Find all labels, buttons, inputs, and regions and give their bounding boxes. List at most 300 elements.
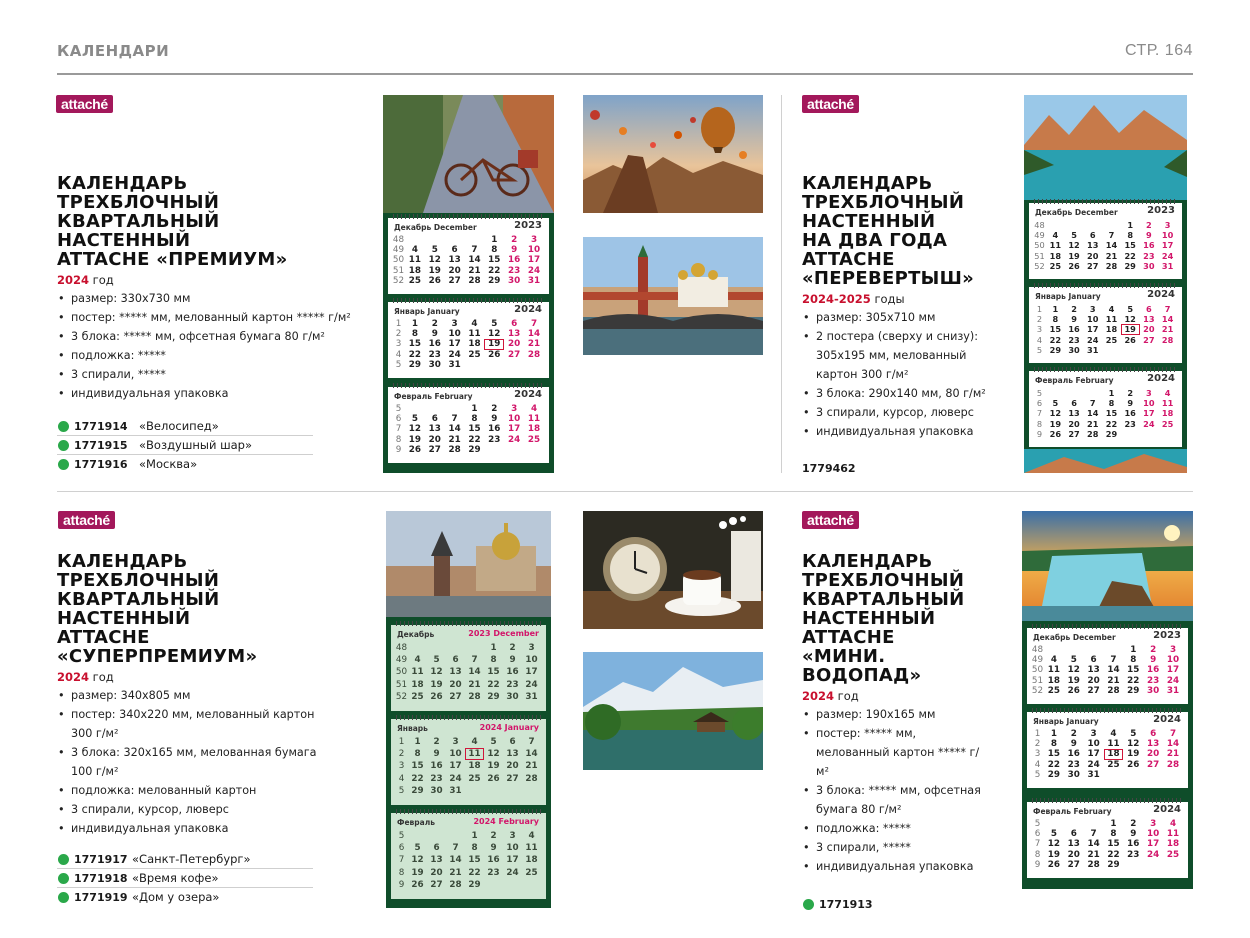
day-cell: [1083, 220, 1102, 230]
day-cell: 4: [471, 319, 478, 329]
day-cell: 21: [1161, 324, 1174, 335]
day-cell: [405, 404, 425, 414]
day-cell: 3: [528, 643, 535, 653]
day-cell: 20: [1143, 324, 1155, 335]
day-cell: 19: [487, 761, 500, 772]
day-cell: 18: [1166, 839, 1180, 850]
week-number: 7: [395, 424, 402, 435]
day-cell: 26: [1127, 759, 1140, 770]
week-number: 52: [1034, 260, 1045, 271]
day-cell: [503, 785, 522, 797]
day-cell: 10: [1147, 829, 1160, 840]
day-cell: 11: [1161, 398, 1174, 409]
day-cell: 28: [1107, 685, 1120, 696]
day-cell: 8: [414, 749, 421, 760]
day-cell: 30: [430, 785, 443, 796]
product-mini-vodopad: [802, 552, 1002, 876]
day-cell: 18: [411, 679, 424, 690]
week-number: 4: [1034, 759, 1041, 770]
week-number: 6: [398, 843, 405, 854]
day-cell: 2: [1070, 729, 1077, 739]
day-cell: 2: [490, 831, 497, 841]
month-grid: [1033, 304, 1177, 355]
day-cell: 26: [487, 773, 500, 784]
mountain-lake-poster: [1024, 95, 1187, 200]
day-cell: 21: [468, 679, 481, 690]
day-cell: 24: [1087, 334, 1099, 345]
day-cell: [1065, 388, 1084, 398]
month-name: Декабрь December: [394, 223, 477, 232]
day-cell: 5: [490, 737, 497, 747]
day-cell: 9: [491, 414, 498, 425]
month-header: [392, 221, 544, 233]
day-cell: 27: [428, 444, 441, 455]
day-cell: 19: [484, 339, 504, 349]
day-cell: [1121, 345, 1140, 355]
day-cell: 15: [1124, 240, 1136, 251]
week-number: 49: [395, 655, 408, 666]
day-cell: 13: [1068, 408, 1080, 419]
spec-list: • размер: 330х730 мм • постер: ***** мм, мелованный картон ***** г/м² • 3 блока: ***** мм, офсетная бумага 80 г/м² • подложка: ***** • 3 спирали, ***** • индивидуальная упаковка: [57, 289, 377, 403]
day-cell: 20: [1087, 675, 1100, 686]
day-cell: 29: [468, 879, 481, 890]
row-divider: [57, 491, 1193, 492]
day-cell: 16: [508, 255, 521, 266]
day-cell: 24: [1166, 675, 1180, 686]
spec-list: • размер: 305х710 мм • 2 постера (сверху и снизу): 305х195 мм, мелованный картон 300 г/м² • 3 блока: 290х140 мм, 80 г/м² • 3 спирали, курсор, люверс • индивидуальная упаковка: [802, 308, 1002, 441]
day-cell: [408, 642, 427, 654]
day-cell: 24: [448, 349, 461, 360]
day-cell: 23: [428, 349, 441, 360]
code-row[interactable]: 1771917 «Санкт-Петербург»: [57, 850, 313, 869]
day-cell: [484, 879, 503, 891]
day-cell: 1: [414, 737, 421, 747]
day-cell: 16: [487, 855, 500, 866]
day-cell: [1084, 645, 1104, 655]
month-year: 2024: [514, 389, 542, 400]
day-cell: 16: [430, 761, 443, 772]
day-cell: 28: [525, 773, 538, 784]
code-table: [57, 850, 313, 907]
day-cell: 5: [431, 245, 438, 256]
day-cell: 31: [1087, 769, 1100, 780]
day-cell: 10: [449, 749, 462, 760]
day-cell: [1143, 770, 1163, 780]
status-dot-icon: [58, 440, 69, 451]
calendar-mini-vodopad: [1022, 511, 1193, 889]
week-number: 5: [1036, 388, 1043, 398]
day-cell: 6: [1070, 829, 1077, 840]
day-cell: 14: [468, 255, 481, 266]
day-cell: 4: [1050, 655, 1057, 666]
day-cell: [503, 879, 522, 891]
day-cell: 24: [508, 434, 521, 445]
day-cell: 15: [488, 255, 501, 266]
day-cell: 2: [491, 404, 498, 414]
week-number: 5: [398, 831, 405, 841]
day-cell: 11: [1047, 665, 1061, 676]
day-cell: 19: [1047, 849, 1061, 860]
day-cell: 18: [1047, 675, 1061, 686]
week-number: 8: [398, 867, 405, 878]
day-cell: 8: [491, 245, 498, 256]
month-name: Январь January: [1035, 292, 1101, 301]
day-cell: 28: [1087, 859, 1100, 870]
day-cell: 31: [1087, 344, 1099, 355]
month-name: Февраль February: [1035, 376, 1114, 385]
month-grid: [395, 736, 541, 797]
week-number: 48: [392, 235, 405, 245]
day-cell: 3: [1089, 304, 1096, 314]
day-cell: 3: [1150, 819, 1157, 829]
day-cell: 9: [509, 655, 516, 666]
code-row[interactable]: 1771918 «Время кофе»: [57, 869, 313, 888]
day-cell: 19: [408, 434, 422, 445]
day-cell: 31: [1166, 685, 1180, 696]
day-cell: 3: [452, 737, 459, 747]
day-cell: 19: [428, 265, 441, 276]
day-cell: 15: [1127, 665, 1140, 676]
week-number: 9: [1036, 428, 1043, 439]
week-number: 2: [1036, 314, 1043, 325]
day-cell: [1046, 220, 1065, 230]
day-cell: 4: [1052, 230, 1059, 241]
day-cell: 29: [1124, 260, 1136, 271]
day-cell: 13: [430, 855, 443, 866]
moscow-photo: [583, 237, 763, 355]
day-cell: 17: [1161, 240, 1174, 251]
day-cell: 12: [488, 329, 501, 340]
week-number: 2: [395, 329, 402, 340]
month-name: Январь January: [1033, 717, 1099, 726]
day-cell: 12: [1047, 839, 1061, 850]
day-cell: 2: [509, 643, 516, 653]
day-cell: [405, 235, 425, 245]
month-grid: [395, 830, 541, 891]
month-grid: [1031, 819, 1183, 870]
day-cell: 13: [1067, 839, 1080, 850]
day-cell: [1046, 388, 1065, 398]
product-premium: [57, 174, 377, 474]
day-cell: [425, 235, 445, 245]
day-cell: 17: [527, 255, 541, 266]
day-cell: 7: [471, 655, 478, 666]
status-dot-icon: [58, 873, 69, 884]
day-cell: [504, 445, 524, 455]
day-cell: 26: [488, 349, 501, 360]
day-cell: 19: [1067, 675, 1080, 686]
day-cell: 17: [1087, 324, 1099, 335]
day-cell: 12: [1049, 408, 1062, 419]
month-year: 2023 December: [468, 629, 539, 638]
day-cell: 1: [471, 831, 478, 841]
day-cell: [1123, 860, 1143, 870]
month-year: 2023: [514, 220, 542, 231]
day-cell: 16: [488, 424, 501, 435]
day-cell: [1064, 645, 1084, 655]
month-block-february: [391, 813, 546, 899]
month-grid: [1031, 729, 1183, 780]
day-cell: 15: [1049, 324, 1062, 335]
day-cell: 24: [1147, 849, 1160, 860]
day-cell: 29: [1049, 344, 1062, 355]
product-perevertysh: [802, 174, 1002, 441]
product-code[interactable]: 1779462: [802, 462, 856, 475]
product-year: 2024 год: [57, 273, 114, 287]
day-cell: 19: [1068, 250, 1080, 261]
day-cell: 4: [1164, 388, 1171, 398]
day-cell: 10: [1143, 398, 1155, 409]
week-number: 7: [398, 855, 405, 866]
month-header: [1033, 206, 1177, 218]
day-cell: 29: [1127, 685, 1140, 696]
day-cell: 7: [1090, 829, 1097, 840]
day-cell: 15: [468, 424, 481, 435]
week-number: 1: [395, 319, 402, 329]
code-row[interactable]: 1771915 «Воздушный шар»: [57, 436, 313, 455]
day-cell: 6: [1071, 398, 1077, 409]
day-cell: 18: [468, 761, 481, 772]
day-cell: 6: [511, 319, 518, 329]
day-cell: 2: [1146, 220, 1152, 230]
day-cell: 14: [448, 424, 461, 435]
day-cell: 20: [1068, 418, 1080, 429]
page-number: СТР. 164: [1124, 42, 1193, 59]
day-cell: 9: [511, 245, 518, 256]
day-cell: 5: [1071, 230, 1077, 241]
day-cell: 25: [525, 867, 538, 878]
code-row[interactable]: 1771916 «Москва»: [57, 455, 313, 474]
day-cell: 2: [1130, 819, 1137, 829]
day-cell: 27: [1143, 334, 1155, 345]
day-cell: 21: [1087, 849, 1100, 860]
day-cell: 16: [1068, 324, 1080, 335]
month-header: [1031, 715, 1183, 727]
day-cell: 26: [1068, 260, 1080, 271]
day-cell: [1102, 345, 1121, 355]
code-row[interactable]: 1771919 «Дом у озера»: [57, 888, 313, 907]
day-cell: 20: [1147, 749, 1160, 760]
day-cell: 17: [448, 339, 461, 350]
month-block-december: [1029, 203, 1182, 279]
day-cell: 29: [1105, 428, 1118, 439]
week-number: 9: [395, 444, 402, 455]
day-cell: [524, 445, 544, 455]
day-cell: 22: [1107, 849, 1120, 860]
week-number: 8: [1034, 849, 1041, 860]
day-cell: 8: [1052, 314, 1059, 325]
week-number: 51: [395, 679, 408, 690]
week-number: 5: [1036, 344, 1043, 355]
day-cell: 31: [1161, 260, 1174, 271]
week-number: 6: [1036, 398, 1043, 409]
day-cell: [445, 404, 465, 414]
day-cell: 4: [528, 831, 535, 841]
month-header: [395, 816, 541, 828]
day-cell: 2: [431, 319, 438, 329]
month-grid: [392, 404, 544, 455]
day-cell: 11: [1166, 829, 1180, 840]
day-cell: [484, 360, 504, 370]
day-cell: 5: [1070, 655, 1077, 666]
day-cell: 14: [1087, 408, 1099, 419]
day-cell: 17: [1143, 408, 1155, 419]
day-cell: 13: [1087, 665, 1100, 676]
day-cell: 1: [1050, 729, 1057, 739]
section-title: КАЛЕНДАРИ: [57, 42, 170, 60]
day-cell: 22: [488, 265, 501, 276]
day-cell: [1158, 345, 1177, 355]
day-cell: 28: [468, 275, 481, 286]
code-row[interactable]: 1771914 «Велосипед»: [57, 417, 313, 436]
day-cell: 4: [414, 655, 421, 666]
day-cell: 25: [408, 275, 422, 286]
coffee-photo: [583, 511, 763, 629]
day-cell: 14: [1087, 839, 1100, 850]
waterfall-poster: [1022, 511, 1193, 621]
day-cell: 22: [468, 867, 481, 878]
week-number: 50: [1031, 665, 1044, 676]
day-cell: 11: [465, 748, 484, 760]
day-cell: 28: [449, 879, 462, 890]
day-cell: 27: [449, 691, 462, 702]
day-cell: 21: [449, 867, 462, 878]
day-cell: 23: [506, 679, 519, 690]
day-cell: 16: [1127, 839, 1140, 850]
day-cell: 21: [1107, 675, 1120, 686]
day-cell: 24: [449, 773, 462, 784]
day-cell: 12: [428, 255, 441, 266]
status-dot-icon: [58, 892, 69, 903]
day-cell: 5: [1130, 729, 1137, 739]
day-cell: [1143, 860, 1163, 870]
day-cell: 12: [408, 424, 422, 435]
day-cell: 26: [1049, 428, 1062, 439]
month-grid: [1033, 388, 1177, 439]
day-cell: [1044, 645, 1064, 655]
day-cell: 1: [491, 235, 498, 245]
month-year: 2023: [1153, 630, 1181, 641]
day-cell: 25: [411, 691, 424, 702]
day-cell: 4: [1110, 729, 1117, 739]
month-name: Февраль February: [1033, 807, 1112, 816]
day-cell: 5: [433, 655, 440, 666]
month-header: [1033, 374, 1177, 386]
week-number: 1: [1036, 304, 1043, 314]
day-cell: 20: [506, 761, 519, 772]
day-cell: 30: [506, 691, 519, 702]
day-cell: 23: [1124, 418, 1136, 429]
month-grid: [1033, 220, 1177, 271]
month-name: Февраль: [397, 818, 435, 827]
day-cell: 12: [411, 855, 424, 866]
month-block-january: [1027, 712, 1188, 788]
day-cell: [465, 785, 484, 797]
day-cell: 1: [411, 319, 418, 329]
code-row[interactable]: 1771913: [802, 895, 922, 914]
day-cell: [1044, 819, 1064, 829]
month-header: [392, 305, 544, 317]
day-cell: 3: [1090, 729, 1097, 739]
day-cell: 26: [428, 275, 441, 286]
day-cell: 1: [1110, 819, 1117, 829]
week-number: 51: [392, 265, 405, 276]
day-cell: [465, 642, 484, 654]
day-cell: 1: [1108, 388, 1115, 398]
day-cell: 25: [1105, 334, 1118, 345]
week-number: 48: [1031, 645, 1044, 655]
week-number: 1: [1034, 729, 1041, 739]
day-cell: 15: [408, 339, 422, 350]
day-cell: 18: [408, 265, 422, 276]
day-cell: [1084, 819, 1104, 829]
day-cell: 26: [408, 444, 422, 455]
day-cell: 22: [468, 434, 481, 445]
day-cell: 23: [1127, 849, 1140, 860]
day-cell: 27: [430, 879, 443, 890]
day-cell: 16: [1124, 408, 1136, 419]
day-cell: [1163, 770, 1183, 780]
day-cell: 13: [1147, 739, 1160, 750]
day-cell: 7: [471, 245, 478, 256]
month-header: [1031, 631, 1183, 643]
day-cell: 27: [508, 349, 521, 360]
day-cell: 9: [1070, 739, 1077, 750]
day-cell: 7: [1164, 304, 1171, 314]
day-cell: 10: [1087, 314, 1099, 325]
day-cell: 17: [449, 761, 462, 772]
day-cell: [1064, 819, 1084, 829]
day-cell: 7: [1169, 729, 1177, 739]
week-number: 4: [398, 773, 405, 784]
week-number: 6: [395, 414, 402, 425]
day-cell: 13: [1143, 314, 1155, 325]
month-grid: [392, 235, 544, 286]
day-cell: 18: [1104, 749, 1124, 759]
brand-logo: attaché: [802, 95, 859, 113]
day-cell: 14: [1107, 665, 1120, 676]
day-cell: 11: [408, 255, 422, 266]
day-cell: 27: [1067, 859, 1080, 870]
day-cell: 22: [487, 679, 500, 690]
status-dot-icon: [803, 899, 814, 910]
day-cell: 30: [508, 275, 521, 286]
day-cell: 24: [506, 867, 519, 878]
day-cell: 3: [530, 235, 538, 245]
day-cell: [484, 445, 504, 455]
day-cell: 2: [1071, 304, 1077, 314]
day-cell: 19: [411, 867, 424, 878]
calendar-perevertysh: [1024, 95, 1187, 473]
calendar-superpremium: [386, 511, 551, 908]
day-cell: 1: [490, 643, 497, 653]
day-cell: 16: [506, 667, 519, 678]
month-year: 2023: [1147, 205, 1175, 216]
day-cell: 8: [411, 329, 418, 340]
day-cell: 24: [527, 265, 541, 276]
product-year: 2024 год: [802, 689, 859, 703]
day-cell: 15: [1047, 749, 1061, 760]
month-name: Декабрь December: [1033, 633, 1116, 642]
day-cell: 28: [1105, 260, 1118, 271]
day-cell: [1104, 770, 1124, 780]
brand-logo: attaché: [802, 511, 859, 529]
day-cell: 19: [1049, 418, 1062, 429]
day-cell: 8: [1127, 230, 1134, 241]
day-cell: 9: [1130, 829, 1137, 840]
day-cell: 28: [448, 444, 461, 455]
day-cell: [427, 642, 446, 654]
